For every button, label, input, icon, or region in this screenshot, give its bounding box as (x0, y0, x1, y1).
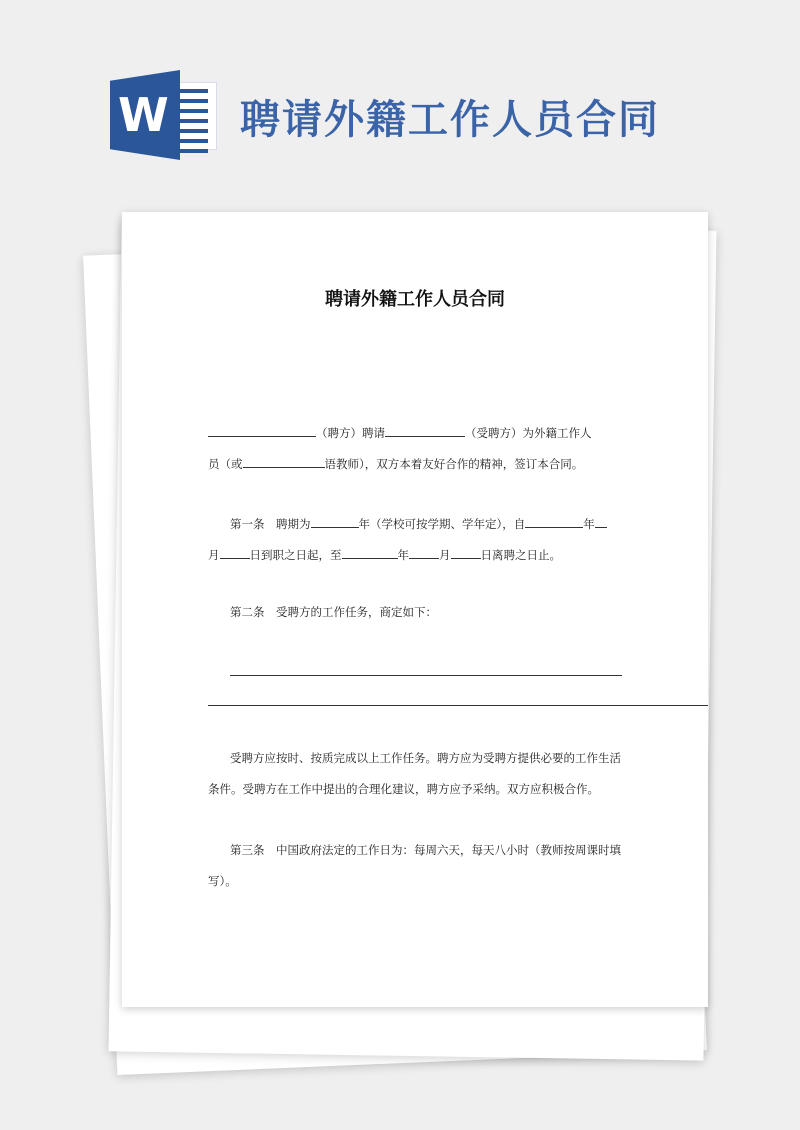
article1-text-2: 年（学校可按学期、学年定），自 (358, 517, 526, 531)
start-day-blank (220, 546, 250, 559)
employer-blank (208, 424, 316, 437)
section-divider (208, 705, 708, 706)
preview-header (0, 0, 800, 200)
article1-line-2 (208, 539, 638, 571)
article1-text-1: 第一条 聘期为 (230, 517, 311, 531)
intro-text-1: （聘方）聘请 (316, 426, 385, 440)
word-logo-letter: W (118, 88, 169, 142)
article1-text-3: 年 (583, 517, 595, 531)
intro-text-4: 语教师），双方本着友好合作的精神，签订本合同。 (324, 457, 584, 471)
duties-paragraph-line-1: 受聘方应按时、按质完成以上工作任务。聘方应为受聘方提供必要的工作生活 (230, 751, 621, 765)
header-title: 聘请外籍工作人员合同 (240, 97, 660, 143)
intro-text-3: 员（或 (208, 457, 243, 471)
duties-paragraph-line-2: 条件。受聘方在工作中提出的合理化建议，聘方应予采纳。双方应积极合作。 (208, 782, 599, 796)
article1-text-8: 日离聘之日止。 (480, 548, 561, 562)
start-month-blank (595, 515, 607, 528)
article1-text-5: 日到职之日起，至 (249, 548, 342, 562)
intro-line-2 (208, 448, 638, 480)
article1-line-1 (230, 508, 630, 540)
start-year-blank (525, 515, 583, 528)
article3-line-1: 第三条 中国政府法定的工作日为：每周六天，每天八小时（教师按周课时填 (230, 843, 621, 857)
article1-text-6: 年 (397, 548, 409, 562)
document-page (122, 212, 708, 1007)
document-title: 聘请外籍工作人员合同 (325, 289, 505, 310)
article3-line-2: 写）。 (208, 874, 237, 888)
intro-line-1 (208, 417, 638, 449)
term-years-blank (311, 515, 359, 528)
article2: 第二条 受聘方的工作任务，商定如下： (230, 605, 437, 619)
duties-blank-line (230, 675, 622, 676)
language-blank (243, 455, 325, 468)
end-year-blank (342, 546, 398, 559)
intro-text-2: （受聘方）为外籍工作人 (465, 426, 592, 440)
employee-blank (385, 424, 465, 437)
word-document-icon (110, 70, 215, 160)
article1-text-7: 月 (439, 548, 451, 562)
article1-text-4: 月 (208, 548, 220, 562)
end-month-blank (409, 546, 439, 559)
end-day-blank (451, 546, 481, 559)
